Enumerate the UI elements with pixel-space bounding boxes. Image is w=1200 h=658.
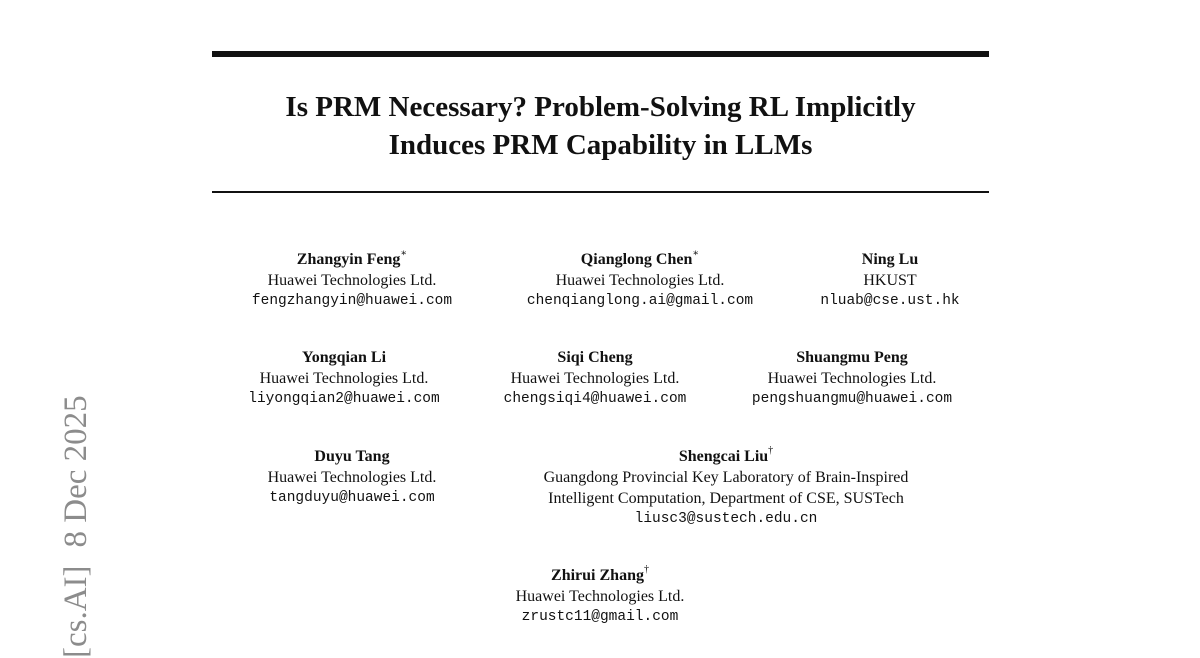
author-email: zrustc11@gmail.com: [521, 609, 679, 625]
author-affiliation: Huawei Technologies Ltd.: [555, 272, 725, 289]
author-block: [224, 249, 480, 312]
paper-title: [212, 88, 989, 164]
author-affiliation: Guangdong Provincial Key Laboratory of Brain-Inspired: [543, 469, 909, 486]
author-block: [480, 565, 720, 628]
author-block: [725, 347, 979, 410]
author-block: [232, 446, 472, 509]
arxiv-category: [cs.AI]: [58, 565, 94, 658]
arxiv-watermark: [56, 395, 96, 658]
author-block: [792, 249, 988, 312]
author-block: [224, 347, 464, 410]
author-affiliation: Huawei Technologies Ltd.: [515, 588, 685, 605]
author-mark: ∗: [692, 248, 700, 259]
author-mark: †: [643, 564, 649, 575]
author-name: Yongqian Li: [301, 349, 387, 366]
author-affiliation: Huawei Technologies Ltd.: [767, 370, 937, 387]
author-affiliation: HKUST: [863, 272, 917, 289]
author-email: nluab@cse.ust.hk: [820, 293, 960, 309]
author-affiliation: Intelligent Computation, Department of CSE, SUSTech: [548, 490, 904, 507]
title-line-1: Is PRM Necessary? Problem-Solving RL Implicitly: [285, 91, 916, 123]
title-line-2: Induces PRM Capability in LLMs: [388, 129, 813, 161]
author-block: [488, 446, 964, 530]
author-email: liusc3@sustech.edu.cn: [634, 511, 818, 527]
author-affiliation: Huawei Technologies Ltd.: [267, 272, 437, 289]
author-block: [480, 347, 710, 410]
author-mark: ∗: [400, 248, 408, 259]
author-email: pengshuangmu@huawei.com: [751, 391, 953, 407]
author-name: Zhangyin Feng∗: [296, 248, 408, 268]
author-email: tangduyu@huawei.com: [269, 490, 435, 506]
author-name: Duyu Tang: [314, 448, 390, 465]
author-name: Siqi Cheng: [557, 349, 633, 366]
author-mark: †: [768, 445, 774, 456]
author-name: Shuangmu Peng: [796, 349, 908, 366]
author-affiliation: Huawei Technologies Ltd.: [267, 469, 437, 486]
arxiv-date: 8 Dec 2025: [58, 395, 94, 548]
author-email: chengsiqi4@huawei.com: [503, 391, 687, 407]
author-name: Qianglong Chen∗: [580, 248, 700, 268]
author-affiliation: Huawei Technologies Ltd.: [510, 370, 680, 387]
title-top-rule: [212, 51, 989, 57]
author-name: Shengcai Liu†: [678, 445, 774, 465]
author-email: fengzhangyin@huawei.com: [251, 293, 453, 309]
author-name: Ning Lu: [861, 251, 919, 268]
author-affiliation: Huawei Technologies Ltd.: [259, 370, 429, 387]
author-block: [496, 249, 784, 312]
author-email: chenqianglong.ai@gmail.com: [526, 293, 754, 309]
author-name: Zhirui Zhang†: [551, 564, 649, 584]
author-email: liyongqian2@huawei.com: [248, 391, 440, 407]
title-bottom-rule: [212, 191, 989, 193]
